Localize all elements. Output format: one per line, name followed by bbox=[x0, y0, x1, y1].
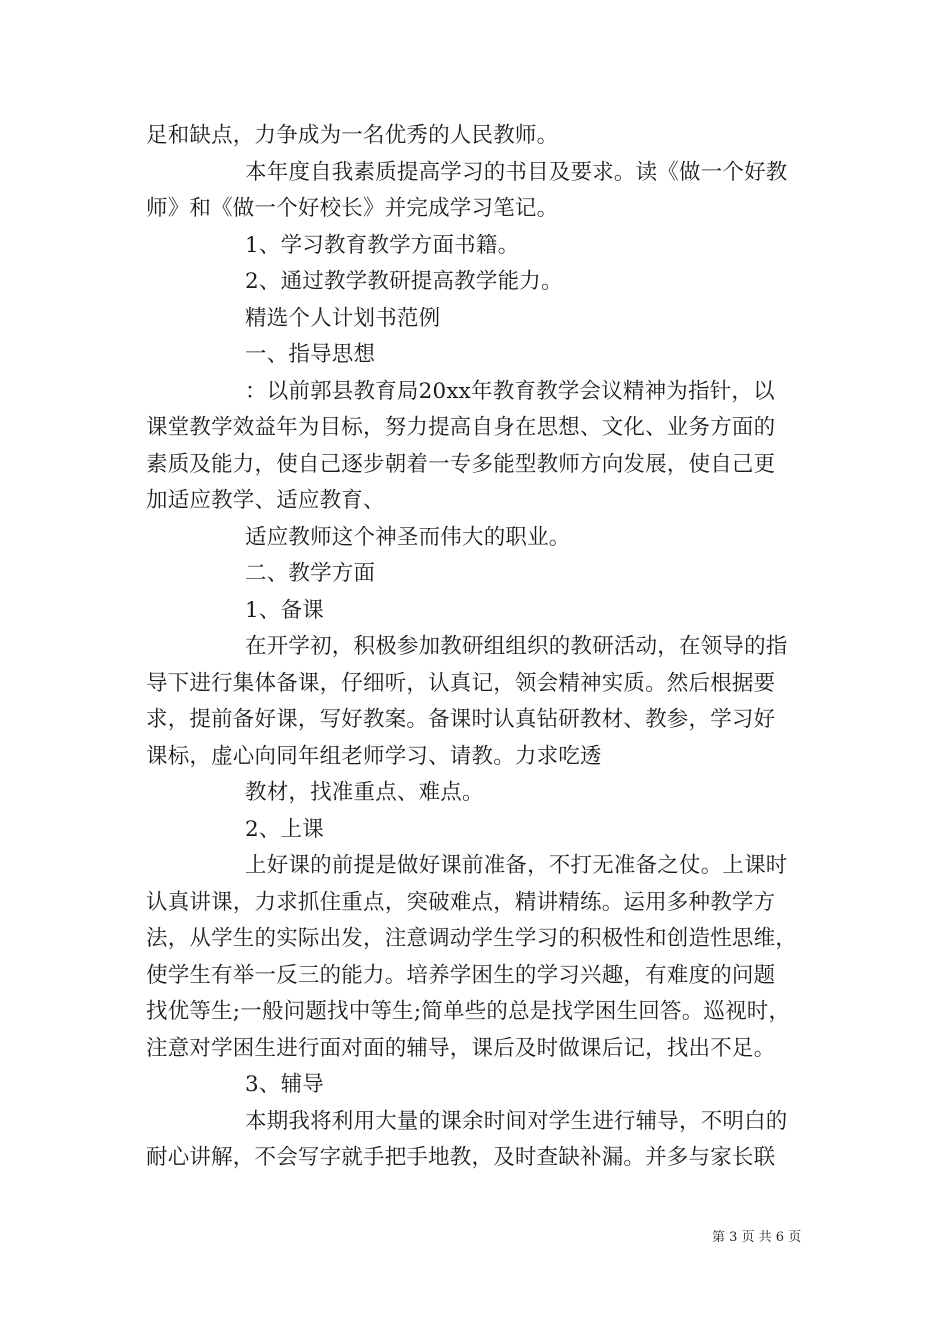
text-line: 导下进行集体备课，仔细听，认真记，领会精神实质。然后根据要 bbox=[146, 670, 776, 696]
text-line: 耐心讲解，不会写字就手把手地教，及时查缺补漏。并多与家长联 bbox=[146, 1145, 776, 1170]
text-line: ：以前郭县教育局20xx年教育教学会议精神为指针，以 bbox=[245, 378, 775, 404]
text-line: 本期我将利用大量的课余时间对学生进行辅导，不明白的 bbox=[245, 1108, 788, 1134]
section-heading: 精选个人计划书范例 bbox=[245, 305, 441, 331]
list-item: 2、通过教学教研提高教学能力。 bbox=[245, 269, 563, 294]
text-line: 使学生有举一反三的能力。培养学困生的学习兴趣，有难度的问题 bbox=[146, 962, 776, 988]
page-number: 第 3 页 共 6 页 bbox=[712, 1230, 802, 1245]
text-line: 素质及能力，使自己逐步朝着一专多能型教师方向发展，使自己更 bbox=[146, 451, 776, 477]
list-item: 1、学习教育教学方面书籍。 bbox=[245, 232, 520, 258]
text-line: 本年度自我素质提高学习的书目及要求。读《做一个好教 bbox=[245, 159, 788, 185]
section-heading: 二、教学方面 bbox=[245, 561, 376, 586]
text-line: 找优等生;一般问题找中等生;简单些的总是找学困生回答。巡视时， bbox=[146, 999, 791, 1024]
text-line: 加适应教学、适应教育、 bbox=[146, 488, 385, 513]
text-line: 足和缺点，力争成为一名优秀的人民教师。 bbox=[146, 123, 559, 148]
subsection-heading: 1、备课 bbox=[245, 597, 324, 623]
text-line: 师》和《做一个好校长》并完成学习笔记。 bbox=[146, 196, 559, 221]
text-line: 课标，虚心向同年组老师学习、请教。力求吃透 bbox=[146, 743, 602, 769]
subsection-heading: 3、辅导 bbox=[245, 1072, 324, 1097]
text-line: 求，提前备好课，写好教案。备课时认真钻研教材、教参，学习好 bbox=[146, 707, 776, 732]
text-line: 课堂教学效益年为目标，努力提高自身在思想、文化、业务方面的 bbox=[146, 415, 776, 440]
text-line: 教材，找准重点、难点。 bbox=[245, 780, 484, 805]
text-line: 法，从学生的实际出发，注意调动学生学习的积极性和创造性思维， bbox=[146, 926, 798, 951]
text-line: 注意对学困生进行面对面的辅导，课后及时做课后记，找出不足。 bbox=[146, 1035, 776, 1061]
text-line: 在开学初，积极参加教研组组织的教研活动，在领导的指 bbox=[245, 634, 788, 659]
subsection-heading: 2、上课 bbox=[245, 816, 324, 842]
document-body bbox=[146, 118, 816, 1177]
section-heading: 一、指导思想 bbox=[245, 342, 376, 367]
text-line: 上好课的前提是做好课前准备，不打无准备之仗。上课时 bbox=[245, 853, 788, 878]
text-line: 认真讲课，力求抓住重点，突破难点，精讲精练。运用多种教学方 bbox=[146, 889, 776, 915]
text-line: 适应教师这个神圣而伟大的职业。 bbox=[245, 524, 571, 550]
